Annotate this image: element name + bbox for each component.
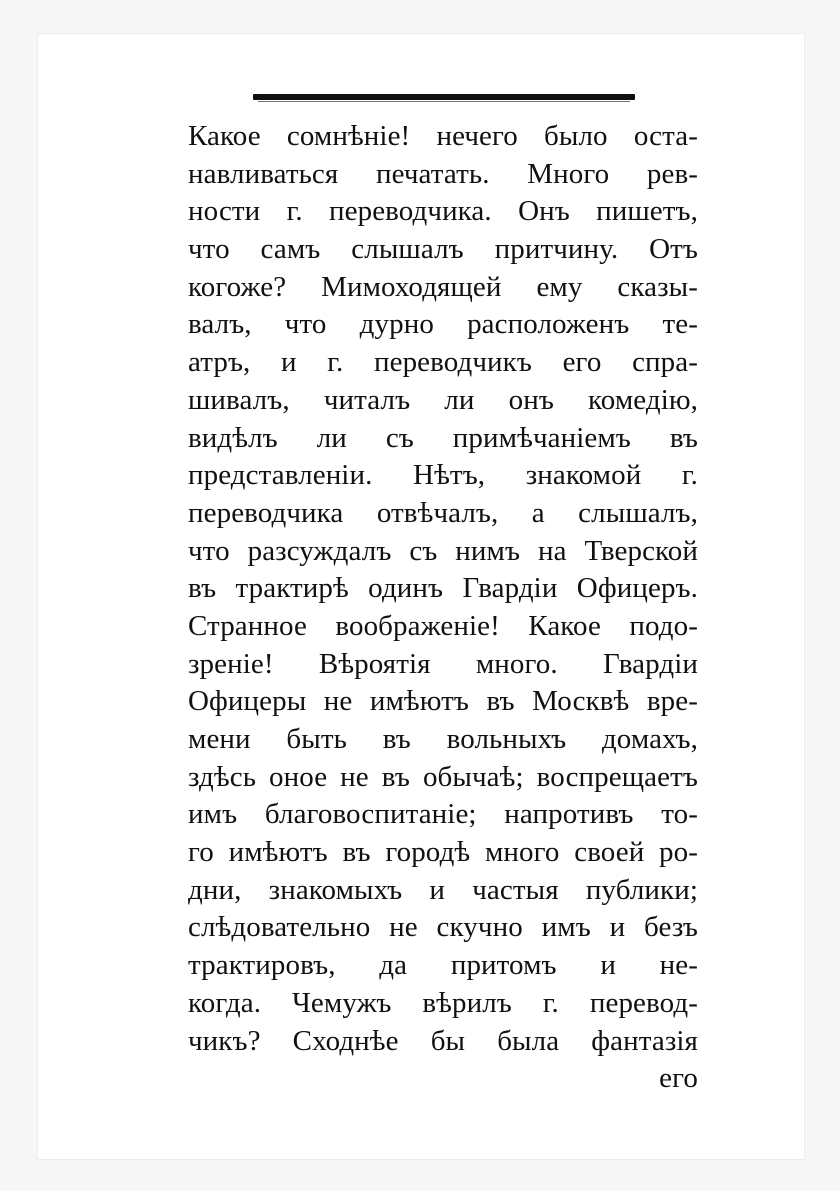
text-line: когда. Чемужъ вѣрилъ г. перевод-	[188, 986, 698, 1019]
text-line: представленіи. Нѣтъ, знакомой г.	[188, 459, 698, 492]
text-line: навливаться печатать. Много рев-	[188, 157, 698, 190]
text-line: что самъ слышалъ притчину. Отъ	[188, 233, 698, 266]
text-line: дни, знакомыхъ и частыя публики;	[188, 873, 698, 906]
text-line: Офицеры не имѣютъ въ Москвѣ вре-	[188, 685, 698, 718]
text-line: трактировъ, да притомъ и не-	[188, 949, 698, 982]
text-line: Странное воображеніе! Какое подо-	[188, 609, 698, 642]
text-line: зреніе! Вѣроятія много. Гвардіи	[188, 647, 698, 680]
text-line: имъ благовоспитаніе; напротивъ то-	[188, 798, 698, 831]
catchword: его	[659, 1062, 698, 1095]
header-rule-underline	[258, 101, 630, 102]
body-text	[188, 118, 698, 1098]
text-line: здѣсь оное не въ обычаѣ; воспрещаетъ	[188, 760, 698, 793]
text-line: чикъ? Сходнѣе бы была фантазія	[188, 1024, 698, 1057]
text-line: въ трактирѣ одинъ Гвардіи Офицеръ.	[188, 572, 698, 605]
text-line: переводчика отвѣчалъ, а слышалъ,	[188, 496, 698, 529]
text-line: что разсуждалъ съ нимъ на Тверской	[188, 534, 698, 567]
text-line: слѣдовательно не скучно имъ и безъ	[188, 911, 698, 944]
text-line: го имѣютъ въ городѣ много своей ро-	[188, 836, 698, 869]
text-line: атръ, и г. переводчикъ его спра-	[188, 346, 698, 379]
text-line: Какое сомнѣніе! нечего было оста-	[188, 120, 698, 152]
text-line: ности г. переводчика. Онъ пишетъ,	[188, 195, 698, 228]
text-line: когоже? Мимоходящей ему сказы-	[188, 270, 698, 303]
text-line: валъ, что дурно расположенъ те-	[188, 308, 698, 341]
text-line: мени быть въ вольныхъ домахъ,	[188, 723, 698, 755]
text-line: шивалъ, читалъ ли онъ комедію,	[188, 383, 698, 416]
text-line: видѣлъ ли съ примѣчаніемъ въ	[188, 421, 698, 454]
header-rule	[253, 94, 635, 100]
